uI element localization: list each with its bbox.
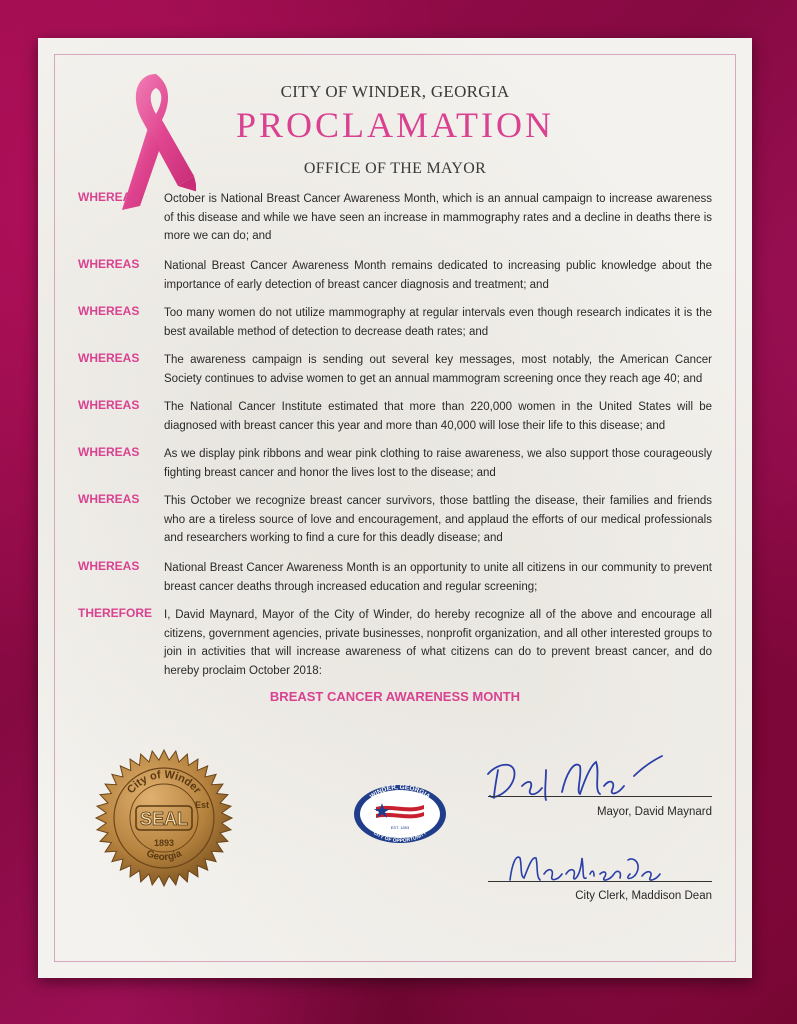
city-heading: CITY OF WINDER, GEORGIA: [280, 82, 510, 101]
clause-text: Too many women do not utilize mammography at regular intervals even though research indicates it is the best available method of detection to decrease death rates; and: [164, 307, 712, 338]
logo-est-text: EST. 1893: [390, 825, 410, 830]
clause-text: The National Cancer Institute estimated that more than 220,000 women in the United States will be diagnosed with breast cancer this year and more than 40,000 will lose their life to this disease; and: [164, 401, 712, 432]
clause-keyword: WHEREAS: [78, 351, 140, 365]
clause-keyword: WHEREAS: [78, 492, 140, 506]
logo-bottom-text: CITY OF OPPORTUNITY: [371, 830, 429, 845]
clause-text: As we display pink ribbons and wear pink clothing to raise awareness, we also support those courageously fighting breast cancer and honor the lives lost to the disease; and: [164, 448, 712, 479]
clause-keyword: THEREFORE: [78, 606, 153, 620]
seal-est: Est: [194, 800, 210, 810]
clause-keyword: WHEREAS: [78, 304, 140, 318]
gold-seal: [94, 748, 234, 888]
seal-state: Georgia: [144, 848, 184, 864]
clause-text: October is National Breast Cancer Awareness Month, which is an annual campaign to increase awareness of this disease and while we have seen an increase in mammography rates and a decline in deaths there is more we can do; and: [164, 193, 712, 242]
seal-center-text: SEAL: [139, 809, 189, 829]
clause-keyword: WHEREAS: [78, 190, 140, 204]
city-logo: [352, 783, 448, 845]
clause-keyword: WHEREAS: [78, 398, 140, 412]
clause-text: I, David Maynard, Mayor of the City of Winder, do hereby recognize all of the above and encourage all citizens, government agencies, private businesses, nonprofit organization, and all other interested groups to join in activities that will increase awareness of what citizens can do to prevent breast cancer, and do hereby proclaim October 2018:: [164, 609, 712, 677]
clerk-signature: [504, 844, 664, 892]
document-title: PROCLAMATION: [235, 105, 555, 145]
mayor-signature: [484, 752, 664, 812]
clause-text: National Breast Cancer Awareness Month is an opportunity to unite all citizens in our community to prevent breast cancer deaths through increased education and regular screening;: [164, 562, 712, 593]
clause-text: The awareness campaign is sending out several key messages, most notably, the American Cancer Society continues to advise women to get an annual mammogram screening once they reach age 40; and: [164, 354, 712, 385]
mayor-caption: Mayor, David Maynard: [596, 806, 712, 818]
clerk-signature-line: [488, 881, 712, 882]
office-heading: OFFICE OF THE MAYOR: [303, 160, 487, 177]
proclamation-document: [38, 38, 752, 978]
mayor-signature-line: [488, 796, 712, 797]
clause-text: This October we recognize breast cancer survivors, those battling the disease, their families and friends who are a tireless source of love and encouragement, and applaud the efforts of our medical professionals and researchers working to find a cure for this deadly disease; and: [164, 495, 712, 544]
clause-keyword: WHEREAS: [78, 257, 140, 271]
logo-top-text: WINDER, GEORGIA: [368, 783, 432, 801]
clause-keyword: WHEREAS: [78, 559, 140, 573]
declaration-heading: BREAST CANCER AWARENESS MONTH: [269, 689, 521, 704]
clerk-caption: City Clerk, Maddison Dean: [575, 890, 712, 902]
clause-keyword: WHEREAS: [78, 445, 140, 459]
seal-ring-text: City of Winder: [125, 768, 204, 797]
clause-text: National Breast Cancer Awareness Month remains dedicated to increasing public knowledge about the importance of early detection of breast cancer diagnosis and treatment; and: [164, 260, 712, 291]
seal-year: 1893: [153, 838, 175, 848]
